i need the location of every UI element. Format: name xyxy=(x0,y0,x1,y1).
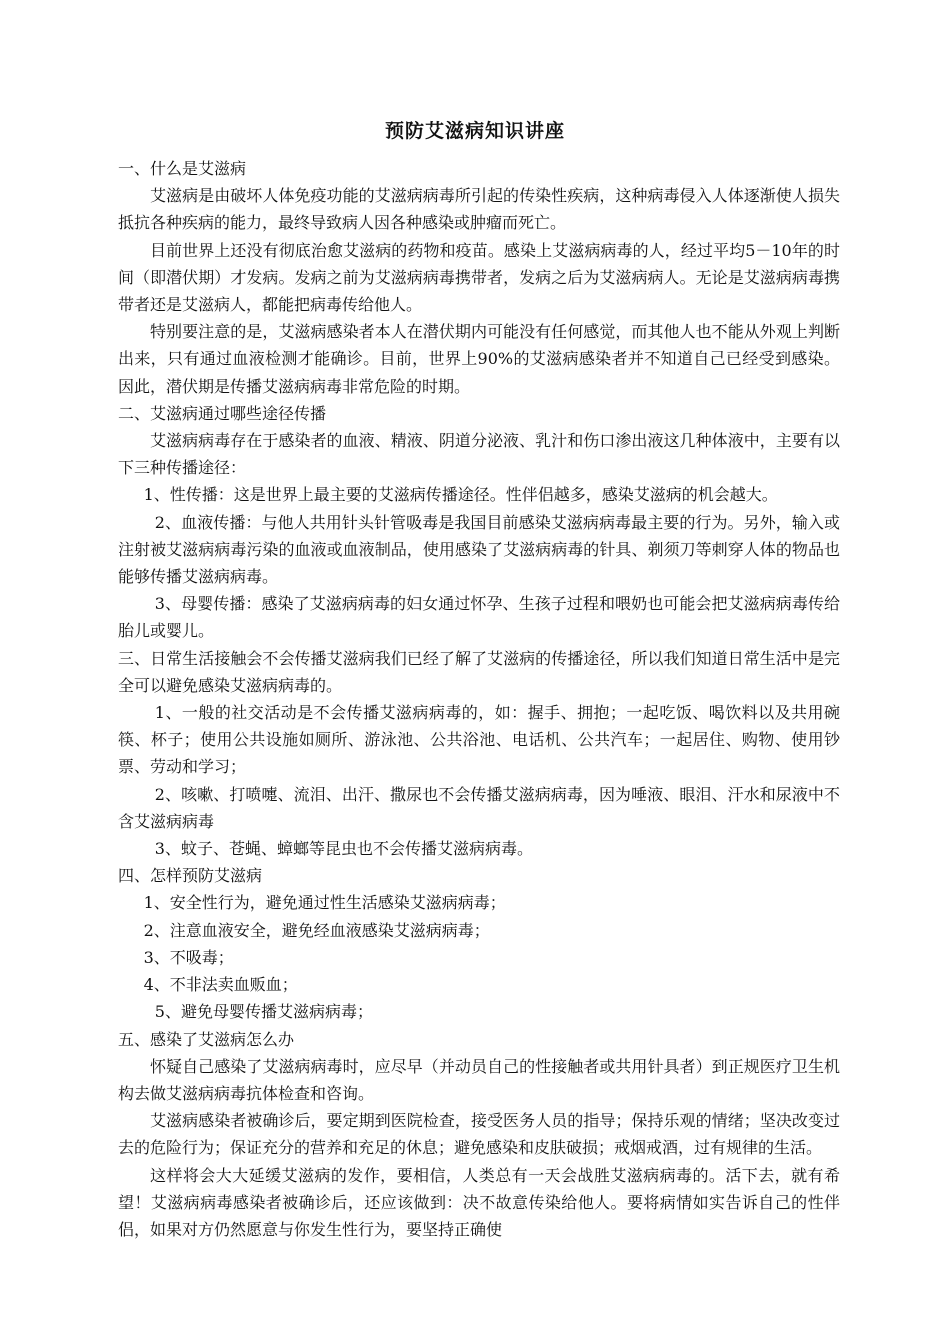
paragraph: 2、注意血液安全，避免经血液感染艾滋病病毒； xyxy=(143,920,490,940)
section-heading: 五、感染了艾滋病怎么办 xyxy=(118,1029,295,1049)
paragraph: 1、安全性行为，避免通过性生活感染艾滋病病毒； xyxy=(143,893,506,913)
section-heading: 二、艾滋病通过哪些途径传播 xyxy=(118,403,327,423)
paragraph: 艾滋病病毒存在于感染者的血液、精液、阴道分泌液、乳汁和伤口渗出液这几种体液中，主要有以下三种传播途径： xyxy=(118,431,840,478)
paragraph: 这样将会大大延缓艾滋病的发作，要相信，人类总有一天会战胜艾滋病病毒的。活下去，就有希望！艾滋病病毒感染者被确诊后，还应该做到：决不故意传染给他人。要将病情如实告诉自己的性伴侣，如果对方仍然愿意与你发生性行为，要坚持正确使 xyxy=(118,1165,840,1239)
paragraph: 目前世界上还没有彻底治愈艾滋病的药物和疫苗。感染上艾滋病病毒的人，经过平均5－10年的时间（即潜伏期）才发病。发病之前为艾滋病病毒携带者，发病之后为艾滋病病人。无论是艾滋病病毒携带者还是艾滋病人，都能把病毒传给他人。 xyxy=(118,240,840,315)
paragraph: 1、性传播：这是世界上最主要的艾滋病传播途径。性伴侣越多，感染艾滋病的机会越大。 xyxy=(143,485,778,505)
paragraph: 3、母婴传播：感染了艾滋病病毒的妇女通过怀孕、生孩子过程和喂奶也可能会把艾滋病病毒传给胎儿或婴儿。 xyxy=(118,594,840,641)
section-heading: 一、什么是艾滋病 xyxy=(118,159,247,178)
document-title: 预防艾滋病知识讲座 xyxy=(384,120,565,142)
document-body xyxy=(118,155,840,1243)
paragraph: 4、不非法卖血贩血； xyxy=(143,975,298,995)
paragraph: 2、血液传播：与他人共用针头针管吸毒是我国目前感染艾滋病病毒最主要的行为。另外，输入或注射被艾滋病病毒污染的血液或血液制品，使用感染了艾滋病病毒的针具、剃须刀等刺穿人体的物品也能够传播艾滋病病毒。 xyxy=(118,512,840,587)
paragraph: 2、咳嗽、打喷嚏、流泪、出汗、撒尿也不会传播艾滋病病毒，因为唾液、眼泪、汗水和尿液中不含艾滋病病毒 xyxy=(118,784,840,831)
paragraph: 3、不吸毒； xyxy=(143,947,234,967)
paragraph: 3、蚊子、苍蝇、蟑螂等昆虫也不会传播艾滋病病毒。 xyxy=(154,839,533,859)
paragraph: 艾滋病是由破坏人体免疫功能的艾滋病病毒所引起的传染性疾病，这种病毒侵入人体逐渐使人损失抵抗各种疾病的能力，最终导致病人因各种感染或肿瘤而死亡。 xyxy=(118,186,840,233)
section-heading: 三、日常生活接触会不会传播艾滋病我们已经了解了艾滋病的传播途径，所以我们知道日常生活中是完全可以避免感染艾滋病病毒的。 xyxy=(118,648,840,695)
section-heading: 四、怎样预防艾滋病 xyxy=(118,866,263,886)
paragraph: 特别要注意的是，艾滋病感染者本人在潜伏期内可能没有任何感觉，而其他人也不能从外观上判断出来，只有通过血液检测才能确诊。目前，世界上90%的艾滋病感染者并不知道自己已经受到感染。因此，潜伏期是传播艾滋病病毒非常危险的时期。 xyxy=(118,322,840,396)
paragraph: 艾滋病感染者被确诊后，要定期到医院检查，接受医务人员的指导；保持乐观的情绪；坚决改变过去的危险行为；保证充分的营养和充足的休息；避免感染和皮肤破损；戒烟戒酒，过有规律的生活。 xyxy=(118,1111,840,1158)
paragraph: 5、避免母婴传播艾滋病病毒； xyxy=(154,1002,373,1022)
paragraph: 怀疑自己感染了艾滋病病毒时，应尽早（并动员自己的性接触者或共用针具者）到正规医疗卫生机构去做艾滋病病毒抗体检查和咨询。 xyxy=(118,1056,840,1103)
paragraph: 1、一般的社交活动是不会传播艾滋病病毒的，如：握手、拥抱；一起吃饭、喝饮料以及共用碗筷、杯子；使用公共设施如厕所、游泳池、公共浴池、电话机、公共汽车；一起居住、购物、使用钞票、劳动和学习； xyxy=(118,703,840,777)
